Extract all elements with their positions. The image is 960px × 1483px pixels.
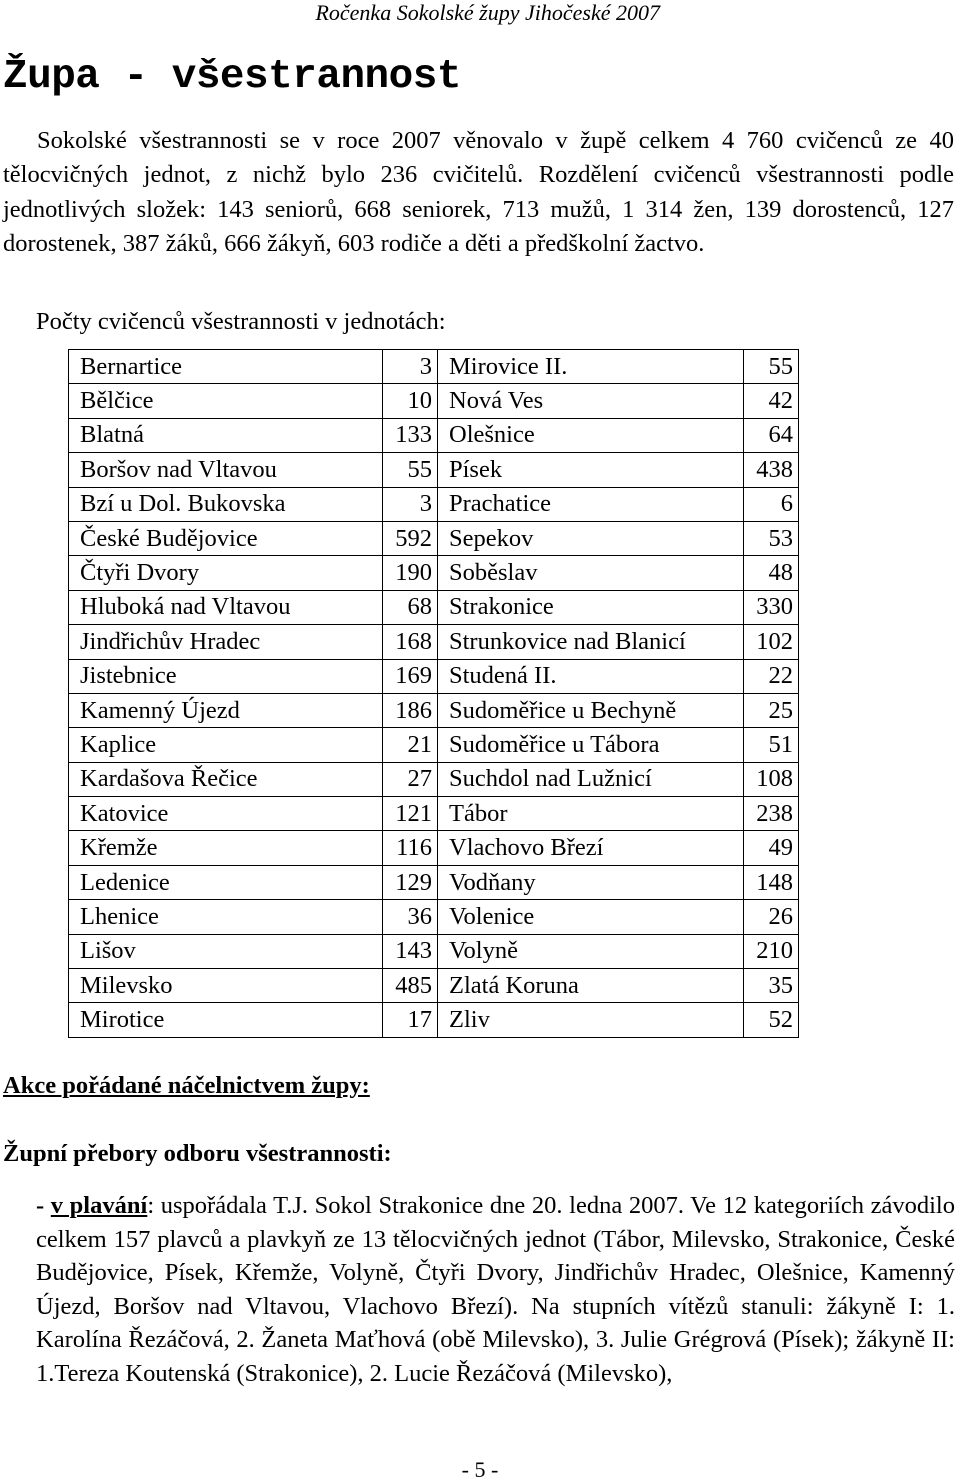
unit-count: 22 xyxy=(744,659,799,693)
intro-paragraph xyxy=(3,124,954,261)
unit-name: Boršov nad Vltavou xyxy=(69,453,383,487)
unit-count: 17 xyxy=(383,1003,438,1037)
unit-name: Tábor xyxy=(438,797,744,831)
unit-count: 116 xyxy=(383,831,438,865)
unit-name: Kaplice xyxy=(69,728,383,762)
table-row xyxy=(69,556,799,590)
unit-count: 68 xyxy=(383,590,438,624)
unit-name: Nová Ves xyxy=(438,384,744,418)
unit-name: Vlachovo Březí xyxy=(438,831,744,865)
unit-count: 36 xyxy=(383,900,438,934)
unit-name: Zlatá Koruna xyxy=(438,969,744,1003)
unit-count: 55 xyxy=(744,350,799,384)
unit-name: Mirotice xyxy=(69,1003,383,1037)
unit-count: 190 xyxy=(383,556,438,590)
unit-name: Milevsko xyxy=(69,969,383,1003)
table-row xyxy=(69,762,799,796)
unit-count: 64 xyxy=(744,418,799,452)
unit-name: Hluboká nad Vltavou xyxy=(69,590,383,624)
table-row xyxy=(69,865,799,899)
table-row xyxy=(69,350,799,384)
unit-count: 6 xyxy=(744,487,799,521)
unit-name: Studená II. xyxy=(438,659,744,693)
table-row xyxy=(69,590,799,624)
running-title: Ročenka Sokolské župy Jihočeské 2007 xyxy=(315,0,660,25)
unit-name: Bernartice xyxy=(69,350,383,384)
swimming-text: : uspořádala T.J. Sokol Strakonice dne 20. ledna 2007. Ve 12 kategoriích závodilo celkem 157 plavců a plavkyň ze 13 tělocvičných jednot (Tábor, Milevsko, Strakonice, České Budějovice, Písek, Křemže, Volyně, Čtyři Dvory, Jindřichův Hradec, Olešnice, Kamenný Újezd, Boršov nad Vltavou, Vlachovo Březí). Na stupních vítězů stanuli: žákyně I: 1. Karolína Řezáčová, 2. Žaneta Maťhová (obě Milevsko), 3. Julie Grégrová (Písek); žákyně II: 1.Tereza Koutenská (Strakonice), 2. Lucie Řezáčová (Milevsko), xyxy=(36,1192,955,1387)
unit-name: Čtyři Dvory xyxy=(69,556,383,590)
unit-name: Soběslav xyxy=(438,556,744,590)
unit-name: Volenice xyxy=(438,900,744,934)
unit-name: Kamenný Újezd xyxy=(69,693,383,727)
unit-name: Kardašova Řečice xyxy=(69,762,383,796)
unit-count: 27 xyxy=(383,762,438,796)
unit-count: 592 xyxy=(383,521,438,555)
unit-name: Strakonice xyxy=(438,590,744,624)
unit-count: 48 xyxy=(744,556,799,590)
table-row xyxy=(69,969,799,1003)
unit-count: 186 xyxy=(383,693,438,727)
unit-name: Sudoměřice u Bechyně xyxy=(438,693,744,727)
unit-count: 129 xyxy=(383,865,438,899)
section-heading-zupni-prebory: Župní přebory odboru všestrannosti: xyxy=(3,1140,392,1167)
unit-count: 121 xyxy=(383,797,438,831)
unit-count: 102 xyxy=(744,625,799,659)
table-row xyxy=(69,900,799,934)
swimming-label: v plavání xyxy=(50,1192,148,1219)
unit-count: 438 xyxy=(744,453,799,487)
unit-count: 51 xyxy=(744,728,799,762)
unit-name: Olešnice xyxy=(438,418,744,452)
running-header xyxy=(315,0,660,26)
unit-count: 485 xyxy=(383,969,438,1003)
unit-count: 21 xyxy=(383,728,438,762)
table-row xyxy=(69,1003,799,1037)
table-row xyxy=(69,625,799,659)
unit-count: 169 xyxy=(383,659,438,693)
unit-count: 35 xyxy=(744,969,799,1003)
unit-name: Lhenice xyxy=(69,900,383,934)
table-row xyxy=(69,418,799,452)
unit-count: 55 xyxy=(383,453,438,487)
page-title: Župa - všestrannost xyxy=(3,54,461,100)
unit-name: Písek xyxy=(438,453,744,487)
table-row xyxy=(69,934,799,968)
table-row xyxy=(69,831,799,865)
unit-name: Bělčice xyxy=(69,384,383,418)
table-row xyxy=(69,453,799,487)
unit-count: 42 xyxy=(744,384,799,418)
table-row xyxy=(69,659,799,693)
unit-count: 210 xyxy=(744,934,799,968)
intro-text: Sokolské všestrannosti se v roce 2007 věnovalo v župě celkem 4 760 cvičenců ze 40 tělocvičných jednot, z nichž bylo 236 cvičitelů. Rozdělení cvičenců všestrannosti podle jednotlivých složek: 143 seniorů, 668 seniorek, 713 mužů, 1 314 žen, 139 dorostenců, 127 dorostenek, 387 žáků, 666 žákyň, 603 rodiče a děti a předškolní žactvo. xyxy=(3,127,954,257)
unit-name: České Budějovice xyxy=(69,521,383,555)
unit-count: 49 xyxy=(744,831,799,865)
unit-count: 133 xyxy=(383,418,438,452)
unit-name: Vodňany xyxy=(438,865,744,899)
unit-name: Sudoměřice u Tábora xyxy=(438,728,744,762)
unit-name: Suchdol nad Lužnicí xyxy=(438,762,744,796)
table-row xyxy=(69,693,799,727)
unit-count: 26 xyxy=(744,900,799,934)
unit-count: 108 xyxy=(744,762,799,796)
unit-name: Ledenice xyxy=(69,865,383,899)
unit-name: Zliv xyxy=(438,1003,744,1037)
unit-count: 52 xyxy=(744,1003,799,1037)
unit-name: Bzí u Dol. Bukovska xyxy=(69,487,383,521)
unit-count: 25 xyxy=(744,693,799,727)
unit-name: Blatná xyxy=(69,418,383,452)
table-row xyxy=(69,797,799,831)
unit-counts-table-body xyxy=(69,350,799,1038)
table-caption: Počty cvičenců všestrannosti v jednotách: xyxy=(36,308,446,335)
unit-name: Sepekov xyxy=(438,521,744,555)
unit-name: Prachatice xyxy=(438,487,744,521)
swimming-paragraph xyxy=(36,1189,955,1391)
table-row xyxy=(69,728,799,762)
unit-count: 238 xyxy=(744,797,799,831)
unit-count: 143 xyxy=(383,934,438,968)
unit-name: Strunkovice nad Blanicí xyxy=(438,625,744,659)
unit-count: 3 xyxy=(383,487,438,521)
unit-counts-table xyxy=(68,349,799,1038)
unit-name: Křemže xyxy=(69,831,383,865)
unit-name: Lišov xyxy=(69,934,383,968)
table-row xyxy=(69,384,799,418)
unit-count: 10 xyxy=(383,384,438,418)
unit-name: Mirovice II. xyxy=(438,350,744,384)
unit-count: 53 xyxy=(744,521,799,555)
unit-count: 168 xyxy=(383,625,438,659)
section-heading-akce: Akce pořádané náčelnictvem župy: xyxy=(3,1072,370,1099)
unit-count: 330 xyxy=(744,590,799,624)
unit-name: Jistebnice xyxy=(69,659,383,693)
swimming-dash: - xyxy=(36,1192,51,1219)
table-row xyxy=(69,521,799,555)
unit-name: Jindřichův Hradec xyxy=(69,625,383,659)
page-number: - 5 - xyxy=(461,1457,499,1482)
unit-count: 3 xyxy=(383,350,438,384)
unit-name: Volyně xyxy=(438,934,744,968)
unit-count: 148 xyxy=(744,865,799,899)
unit-name: Katovice xyxy=(69,797,383,831)
table-row xyxy=(69,487,799,521)
